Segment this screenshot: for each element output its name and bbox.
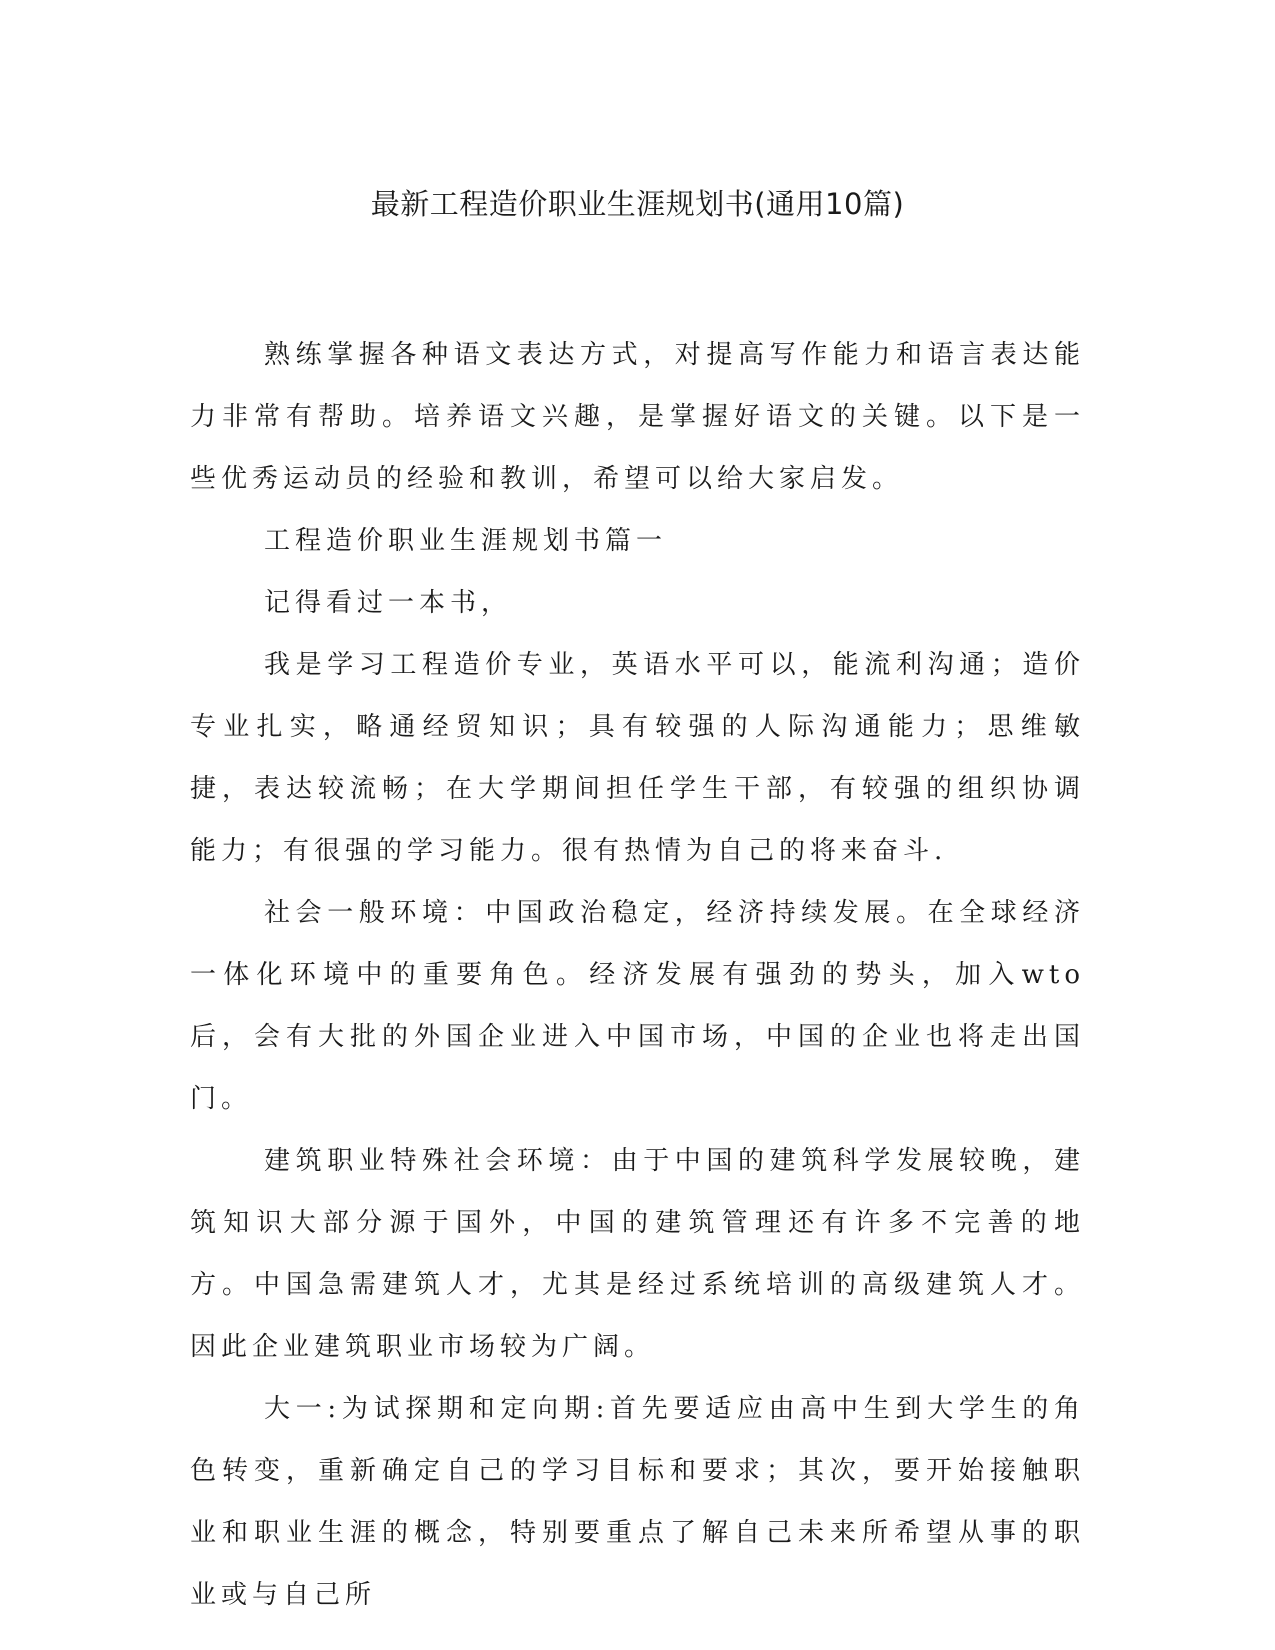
paragraph-book: 记得看过一本书， <box>264 588 513 618</box>
paragraph-social-environment: 社会一般环境：中国政治稳定，经济持续发展。在全球经济一体化环境中的重要角色。经济发展有强劲的势头，加入wto后，会有大批的外国企业进入中国市场，中国的企业也将走出国门。 <box>190 898 1085 1114</box>
paragraph-industry-environment: 建筑职业特殊社会环境：由于中国的建筑科学发展较晚，建筑知识大部分源于国外，中国的建筑管理还有许多不完善的地方。中国急需建筑人才，尤其是经过系统培训的高级建筑人才。因此企业建筑职业市场较为广阔。 <box>190 1146 1085 1362</box>
paragraph-freshman-plan: 大一:为试探期和定向期:首先要适应由高中生到大学生的角色转变，重新确定自己的学习目标和要求；其次，要开始接触职业和职业生涯的概念，特别要重点了解自己未来所希望从事的职业或与自己所 <box>190 1394 1085 1610</box>
document-body <box>190 324 1085 1626</box>
section-heading: 工程造价职业生涯规划书篇一 <box>264 526 668 556</box>
paragraph-intro: 熟练掌握各种语文表达方式，对提高写作能力和语言表达能力非常有帮助。培养语文兴趣，是掌握好语文的关键。以下是一些优秀运动员的经验和教训，希望可以给大家启发。 <box>190 340 1085 494</box>
paragraph-self-assessment: 我是学习工程造价专业，英语水平可以，能流利沟通；造价专业扎实，略通经贸知识；具有较强的人际沟通能力；思维敏捷，表达较流畅；在大学期间担任学生干部，有较强的组织协调能力；有很强的学习能力。很有热情为自己的将来奋斗. <box>190 650 1085 866</box>
document-title: 最新工程造价职业生涯规划书(通用10篇) <box>370 187 905 221</box>
